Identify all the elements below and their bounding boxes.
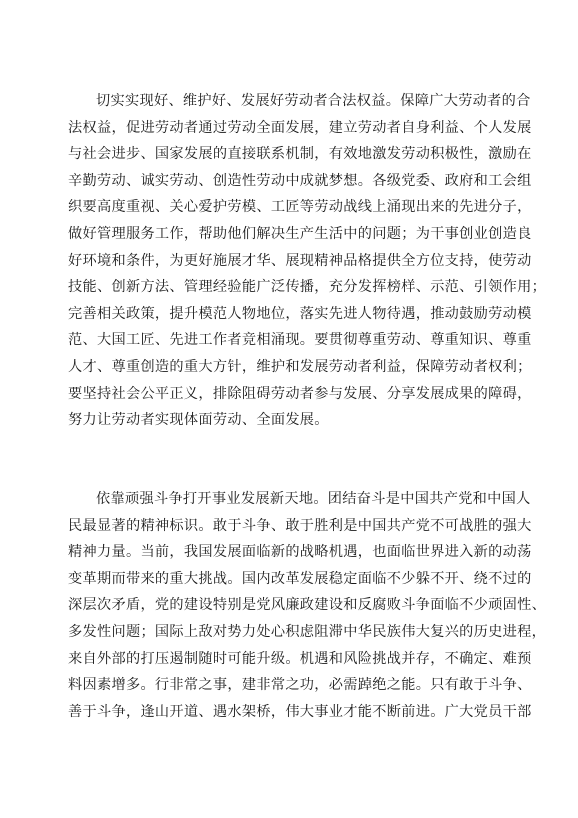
- text-line: 范、大国工匠、先进工作者竞相涌现。要贯彻尊重劳动、尊重知识、尊重: [68, 332, 532, 349]
- text-line: 辛勤劳动、诚实劳动、创造性劳动中成就梦想。各级党委、政府和工会组: [68, 172, 532, 189]
- text-line: 好环境和条件，为更好施展才华、展现精神品格提供全方位支持，使劳动: [68, 252, 532, 269]
- text-line: 做好管理服务工作，帮助他们解决生产生活中的问题；为干事创业创造良: [68, 225, 532, 242]
- text-line: 依靠顽强斗争打开事业发展新天地。团结奋斗是中国共产党和中国人: [96, 491, 531, 507]
- text-line: 织要高度重视、关心爱护劳模、工匠等劳动战线上涌现出来的先进分子，: [68, 199, 532, 216]
- text-line: 技能、创新方法、管理经验能广泛传播，充分发挥榜样、示范、引领作用；: [68, 279, 547, 296]
- text-line: 完善相关政策，提升模范人物地位，落实先进人物待遇，推动鼓励劳动模: [68, 305, 532, 322]
- text-line: 努力让劳动者实现体面劳动、全面发展。: [68, 412, 329, 429]
- text-line: 要坚持社会公平正义，排除阻碍劳动者参与发展、分享发展成果的障碍，: [68, 385, 532, 402]
- text-line: 料因素增多。行非常之事，建非常之功，必需踔绝之能。只有敢于斗争、: [68, 677, 532, 694]
- paragraph-struggle: [68, 486, 547, 725]
- text-line: 善于斗争，逢山开道、遇水架桥，伟大事业才能不断前进。广大党员干部: [68, 703, 532, 720]
- text-line: 法权益，促进劳动者通过劳动全面发展，建立劳动者自身利益、个人发展: [68, 119, 532, 136]
- text-line: 民最显著的精神标识。敢于斗争、敢于胜利是中国共产党不可战胜的强大: [68, 517, 532, 534]
- text-line: 多发性问题；国际上敌对势力处心积虑阻滞中华民族伟大复兴的历史进程，: [68, 623, 547, 640]
- text-line: 与社会进步、国家发展的直接联系机制，有效地激发劳动积极性，激励在: [68, 146, 532, 163]
- paragraph-labor-rights: [68, 88, 547, 434]
- text-line: 切实实现好、维护好、发展好劳动者合法权益。保障广大劳动者的合: [96, 93, 531, 109]
- text-line: 深层次矛盾，党的建设特别是党风廉政建设和反腐败斗争面临不少顽固性、: [68, 597, 547, 614]
- text-line: 来自外部的打压遏制随时可能升级。机遇和风险挑战并存，不确定、难预: [68, 650, 532, 667]
- text-line: 精神力量。当前，我国发展面临新的战略机遇，也面临世界进入新的动荡: [68, 544, 532, 561]
- text-line: 人才、尊重创造的重大方针，维护和发展劳动者利益，保障劳动者权利；: [68, 358, 532, 375]
- text-line: 变革期而带来的重大挑战。国内改革发展稳定面临不少躲不开、绕不过的: [68, 570, 532, 587]
